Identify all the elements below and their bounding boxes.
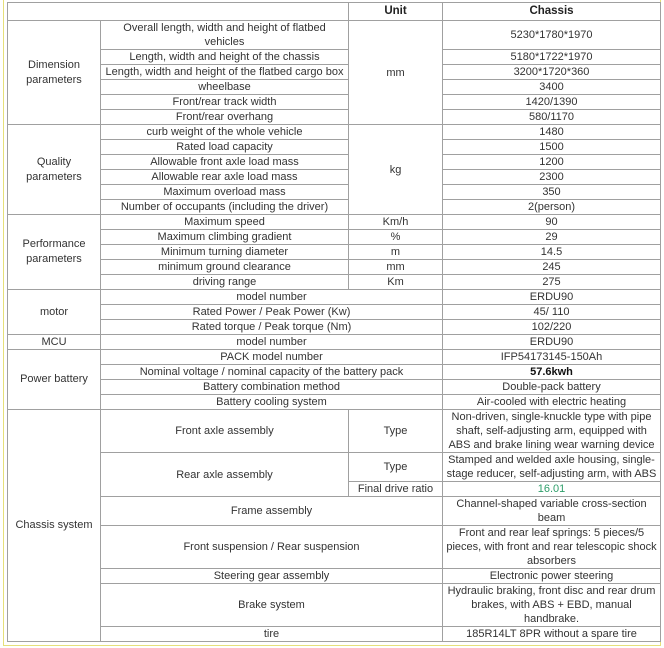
table-row bbox=[8, 380, 661, 395]
table-row bbox=[8, 395, 661, 410]
table-row bbox=[8, 80, 661, 95]
param-value: Front and rear leaf springs: 5 pieces/5 pieces, with front and rear telescopic shock absorbers bbox=[443, 526, 661, 569]
group-label: Quality parameters bbox=[8, 125, 101, 215]
param-value: 14.5 bbox=[443, 245, 661, 260]
table-row bbox=[8, 305, 661, 320]
param-name: driving range bbox=[101, 275, 349, 290]
sub-label: Final drive ratio bbox=[349, 482, 443, 497]
param-value: Hydraulic braking, front disc and rear drum brakes, with ABS + EBD, manual handbrake. bbox=[443, 584, 661, 627]
param-name: model number bbox=[101, 335, 443, 350]
param-value: Channel-shaped variable cross-section beam bbox=[443, 497, 661, 526]
param-value: 5230*1780*1970 bbox=[443, 21, 661, 50]
table-row bbox=[8, 526, 661, 569]
param-value: 1480 bbox=[443, 125, 661, 140]
table-row bbox=[8, 335, 661, 350]
param-name: Allowable front axle load mass bbox=[101, 155, 349, 170]
param-name: Battery combination method bbox=[101, 380, 443, 395]
param-name: Rear axle assembly bbox=[101, 453, 349, 497]
unit: mm bbox=[349, 21, 443, 125]
param-value: 3400 bbox=[443, 80, 661, 95]
param-name: Length, width and height of the flatbed cargo box bbox=[101, 65, 349, 80]
header-row bbox=[8, 3, 661, 21]
unit: Km/h bbox=[349, 215, 443, 230]
sub-label: Type bbox=[349, 410, 443, 453]
param-value: 90 bbox=[443, 215, 661, 230]
table-row bbox=[8, 230, 661, 245]
param-value: Air-cooled with electric heating bbox=[443, 395, 661, 410]
param-name: curb weight of the whole vehicle bbox=[101, 125, 349, 140]
param-value: IFP54173145-150Ah bbox=[443, 350, 661, 365]
group-label: Power battery bbox=[8, 350, 101, 410]
param-name: Front axle assembly bbox=[101, 410, 349, 453]
group-label: Performance parameters bbox=[8, 215, 101, 290]
group-label: Chassis system bbox=[8, 410, 101, 642]
param-value: 102/220 bbox=[443, 320, 661, 335]
param-value: 350 bbox=[443, 185, 661, 200]
table-row bbox=[8, 95, 661, 110]
header-chassis: Chassis bbox=[443, 3, 661, 21]
group-label: MCU bbox=[8, 335, 101, 350]
param-name: model number bbox=[101, 290, 443, 305]
group-label: Dimension parameters bbox=[8, 21, 101, 125]
unit: mm bbox=[349, 260, 443, 275]
param-name: Steering gear assembly bbox=[101, 569, 443, 584]
unit: % bbox=[349, 230, 443, 245]
param-value: 245 bbox=[443, 260, 661, 275]
param-name: Number of occupants (including the driver) bbox=[101, 200, 349, 215]
table-row bbox=[8, 320, 661, 335]
param-name: Rated Power / Peak Power (Kw) bbox=[101, 305, 443, 320]
table-row bbox=[8, 350, 661, 365]
param-name: Frame assembly bbox=[101, 497, 443, 526]
table-row bbox=[8, 453, 661, 482]
param-value: Non-driven, single-knuckle type with pipe shaft, self-adjusting arm, equipped with ABS and brake lining wear warning device bbox=[443, 410, 661, 453]
table-row bbox=[8, 200, 661, 215]
spec-table bbox=[7, 2, 661, 642]
table-row bbox=[8, 65, 661, 80]
param-name: wheelbase bbox=[101, 80, 349, 95]
param-name: Battery cooling system bbox=[101, 395, 443, 410]
table-row bbox=[8, 185, 661, 200]
param-value: 2(person) bbox=[443, 200, 661, 215]
param-name: Overall length, width and height of flatbed vehicles bbox=[101, 21, 349, 50]
param-name: Allowable rear axle load mass bbox=[101, 170, 349, 185]
param-name: PACK model number bbox=[101, 350, 443, 365]
param-name: Nominal voltage / nominal capacity of the battery pack bbox=[101, 365, 443, 380]
table-row bbox=[8, 410, 661, 453]
table-row bbox=[8, 110, 661, 125]
table-row bbox=[8, 290, 661, 305]
unit: kg bbox=[349, 125, 443, 215]
table-row bbox=[8, 275, 661, 290]
param-name: Rated torque / Peak torque (Nm) bbox=[101, 320, 443, 335]
table-row bbox=[8, 155, 661, 170]
param-name: Minimum turning diameter bbox=[101, 245, 349, 260]
param-value: 16.01 bbox=[443, 482, 661, 497]
param-value: 57.6kwh bbox=[443, 365, 661, 380]
table-row bbox=[8, 569, 661, 584]
param-value: 45/ 110 bbox=[443, 305, 661, 320]
param-name: minimum ground clearance bbox=[101, 260, 349, 275]
param-name: Length, width and height of the chassis bbox=[101, 50, 349, 65]
unit: m bbox=[349, 245, 443, 260]
param-name: Maximum speed bbox=[101, 215, 349, 230]
table-row bbox=[8, 50, 661, 65]
param-name: Rated load capacity bbox=[101, 140, 349, 155]
table-row bbox=[8, 245, 661, 260]
param-value: ERDU90 bbox=[443, 335, 661, 350]
param-value: 5180*1722*1970 bbox=[443, 50, 661, 65]
param-value: ERDU90 bbox=[443, 290, 661, 305]
param-value: Stamped and welded axle housing, single-stage reducer, self-adjusting arm, with ABS bbox=[443, 453, 661, 482]
table-row bbox=[8, 365, 661, 380]
sub-label: Type bbox=[349, 453, 443, 482]
table-row bbox=[8, 260, 661, 275]
param-name: Front suspension / Rear suspension bbox=[101, 526, 443, 569]
param-value: 29 bbox=[443, 230, 661, 245]
group-label: motor bbox=[8, 290, 101, 335]
param-value: 275 bbox=[443, 275, 661, 290]
param-value: 580/1170 bbox=[443, 110, 661, 125]
table-row bbox=[8, 627, 661, 642]
table-row bbox=[8, 215, 661, 230]
table-row bbox=[8, 21, 661, 50]
param-value: 3200*1720*360 bbox=[443, 65, 661, 80]
param-value: 1500 bbox=[443, 140, 661, 155]
table-row bbox=[8, 170, 661, 185]
table-row bbox=[8, 125, 661, 140]
param-value: 2300 bbox=[443, 170, 661, 185]
table-row bbox=[8, 497, 661, 526]
param-name: Front/rear track width bbox=[101, 95, 349, 110]
param-name: tire bbox=[101, 627, 443, 642]
param-name: Maximum climbing gradient bbox=[101, 230, 349, 245]
header-unit: Unit bbox=[349, 3, 443, 21]
param-value: Electronic power steering bbox=[443, 569, 661, 584]
unit: Km bbox=[349, 275, 443, 290]
table-row bbox=[8, 584, 661, 627]
param-value: Double-pack battery bbox=[443, 380, 661, 395]
param-value: 185R14LT 8PR without a spare tire bbox=[443, 627, 661, 642]
table-row bbox=[8, 140, 661, 155]
param-name: Front/rear overhang bbox=[101, 110, 349, 125]
param-value: 1200 bbox=[443, 155, 661, 170]
param-name: Maximum overload mass bbox=[101, 185, 349, 200]
param-value: 1420/1390 bbox=[443, 95, 661, 110]
param-name: Brake system bbox=[101, 584, 443, 627]
header-blank bbox=[8, 3, 349, 21]
